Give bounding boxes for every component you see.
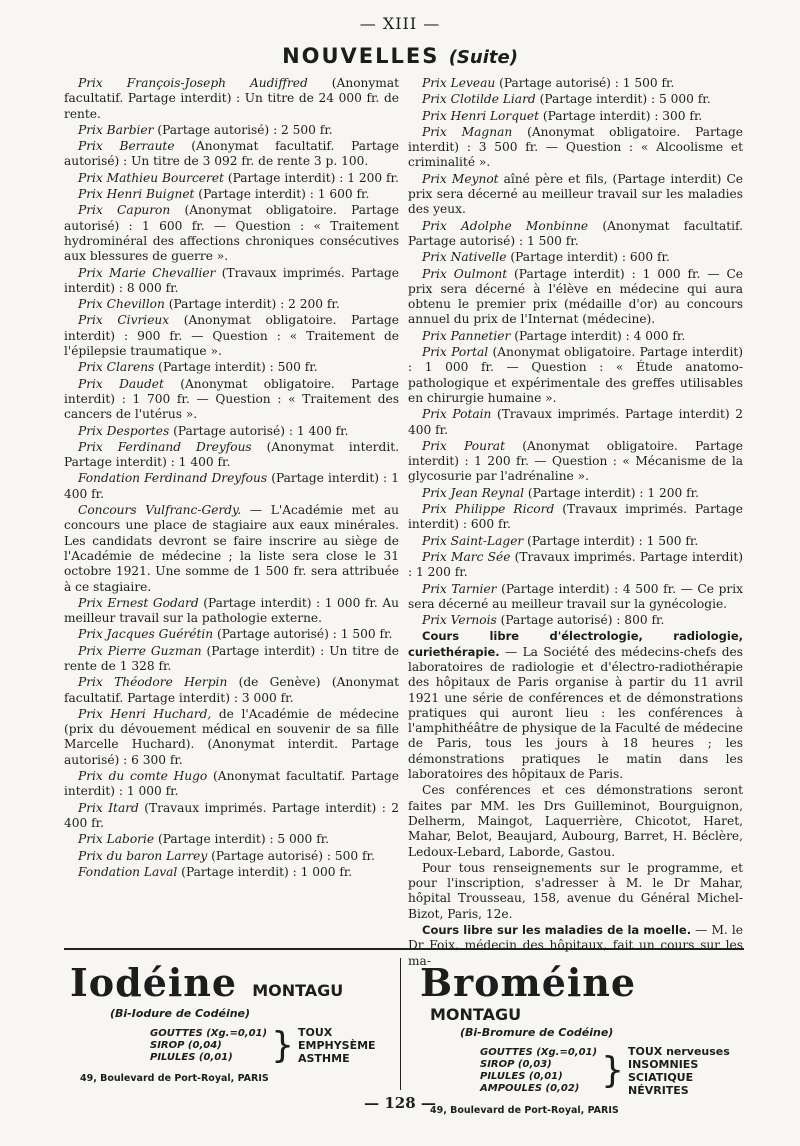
prize-name: Prix Meynot: [422, 171, 499, 186]
ad-bromeine-form: PILULES (0,01): [480, 1071, 563, 1082]
prize-details: de l'Académie de médecine (prix du dévouement médical en souvenir de sa fille Marcelle Huchard). (Anonymat interdit. Partage autorisé) : 6 300 fr.: [64, 706, 399, 767]
prize-name: Prix Mathieu Bourceret: [78, 170, 224, 185]
prize-entry: [64, 187, 399, 202]
prize-name: Prix Adolphe Monbinne: [422, 218, 589, 233]
prize-details: (Anonymat facultatif. Partage autorisé) : 1 500 fr.: [408, 218, 743, 248]
prize-entry: [64, 707, 399, 768]
prize-name: Prix Henri Buignet: [78, 187, 195, 202]
prize-name: Prix Jean Reynal: [422, 485, 525, 500]
prize-name: Prix Clarens: [78, 360, 155, 375]
prize-name: Prix Potain: [422, 407, 492, 422]
right-prize-list: [408, 76, 743, 628]
prize-entry: [64, 313, 399, 359]
prize-entry: [64, 424, 399, 439]
prize-entry: [408, 345, 743, 406]
prize-entry: [64, 266, 399, 297]
prize-entry: [408, 486, 743, 501]
ad-iodeine-maker: MONTAGU: [252, 981, 344, 1000]
prize-entry: [64, 865, 399, 880]
ad-bromeine-brand: Broméine: [420, 960, 637, 1005]
prize-entry: [64, 471, 399, 502]
prize-name: Prix du baron Larrey: [78, 848, 208, 863]
prize-details: (Partage interdit) : 1 400 fr.: [64, 471, 399, 501]
prize-entry: [64, 832, 399, 847]
prize-details: (Anonymat obligatoire. Partage interdit) : 1 200 fr. — Question : « Mécanisme de la glycosurie par l'adrénaline ».: [408, 438, 743, 484]
prize-details: (Travaux imprimés. Partage interdit) : 1 200 fr.: [408, 549, 743, 580]
prize-entry: [408, 250, 743, 265]
right-column: [408, 76, 743, 970]
prize-entry: [64, 76, 399, 122]
prize-name: Prix Desportes: [78, 423, 170, 438]
ad-iodeine-form: PILULES (0,01): [150, 1051, 233, 1063]
prize-details: (Partage interdit) : 300 fr.: [538, 108, 703, 123]
prize-entry: [408, 502, 743, 533]
prize-details: (de Genève) (Anonymat facultatif. Partage interdit) : 3 000 fr.: [64, 675, 400, 705]
prize-entry: [408, 582, 743, 613]
cours-electro-heading: Cours libre d'électrologie, radiologie, curiethérapie.: [408, 629, 743, 659]
prize-details: — L'Académie met au concours une place de stagiaire aux eaux minérales. Les candidats devront se faire inscrire au siège de l'Académie de médecine ; la liste sera close le 31 octobre 1921. Une somme de 1 500 fr. sera attribuée à ce stagiaire.: [64, 503, 400, 594]
prize-details: (Travaux imprimés. Partage interdit) : 2 400 fr.: [64, 800, 399, 830]
prize-entry: [408, 534, 743, 549]
prize-entry: [408, 172, 743, 218]
prize-name: Prix Oulmont: [422, 266, 508, 281]
prize-details: aîné père et fils, (Partage interdit) Ce prix sera décerné au meilleur travail sur les maladies des yeux.: [408, 171, 743, 217]
prize-name: Prix Jacques Guérétin: [78, 627, 214, 642]
prize-entry: [64, 440, 399, 471]
title-text: NOUVELLES: [282, 44, 440, 68]
prize-entry: [408, 76, 743, 91]
prize-details: (Anonymat facultatif. Partage interdit) : 1 000 fr.: [64, 769, 399, 799]
prize-details: (Anonymat obligatoire. Partage interdit) : 3 500 fr. — Question : « Alcoolisme et criminalité ».: [408, 124, 743, 170]
prize-name: Prix Laborie: [78, 832, 155, 847]
prize-name: Prix Civrieux: [78, 313, 170, 328]
prize-details: (Anonymat obligatoire. Partage interdit) : 900 fr. — Question : « Traitement de l'épilepsie traumatique ».: [64, 313, 399, 359]
ad-bromeine-form: AMPOULES (0,02): [480, 1083, 580, 1094]
ad-divider-rule: [400, 958, 401, 1090]
ad-bromeine-uses: [628, 1045, 730, 1097]
prize-details: (Travaux imprimés. Partage interdit) : 8 000 fr.: [64, 265, 399, 295]
prize-entry: [64, 503, 399, 595]
prize-details: (Anonymat facultatif. Partage interdit) : Un titre de 24 000 fr. de rente.: [64, 76, 399, 121]
prize-name: Fondation Laval: [78, 864, 178, 879]
prize-entry: [64, 801, 399, 832]
cours-electro-contact: Pour tous renseignements sur le programme, et pour l'inscription, s'adresser à M. le Dr Mahar, hôpital Trousseau, 158, avenue du Général Michel-Bizot, Paris, 12e.: [408, 860, 743, 921]
prize-name: Prix Philippe Ricord: [422, 502, 555, 517]
prize-entry: [408, 613, 743, 628]
prize-name: Prix du comte Hugo: [78, 769, 208, 784]
prize-details: (Partage interdit) : 4 500 fr. — Ce prix sera décerné au meilleur travail sur la gynécologie.: [408, 581, 744, 611]
prize-entry: [408, 439, 743, 485]
prize-details: (Partage interdit) : 5 000 fr.: [154, 832, 330, 847]
ad-iodeine-use: ASTHME: [297, 1052, 350, 1065]
prize-details: (Partage interdit) : Un titre de rente de 1 328 fr.: [64, 643, 399, 673]
prize-name: Prix Magnan: [422, 124, 513, 139]
cours-electro-text: — La Société des médecins-chefs des laboratoires de radiologie et d'électro-radiothérapie des hôpitaux de Paris organise à partir du 11 avril 1921 une série de conférences et de démonstrations pratiques qui auront lieu : les conférences à l'amphithéâtre de physique de la Faculté de médecine de Paris, tous les jours à 18 heures ; les démonstrations pratiques le matin dans les laboratoires des hôpitaux de Paris.: [408, 644, 743, 782]
prize-details: (Partage autorisé) : 800 fr.: [496, 613, 665, 628]
prize-details: (Travaux imprimés. Partage interdit) 2 400 fr.: [408, 407, 743, 437]
prize-details: (Travaux imprimés. Partage interdit) : 600 fr.: [408, 502, 743, 532]
cours-electro-speakers: Ces conférences et ces démonstrations seront faites par MM. les Drs Guilleminot, Bourguignon, Delherm, Maingot, Laquerrière, Chicotot, Haret, Mahar, Belot, Beaujard, Aubourg, Barret, H. Béclère, Ledoux-Lebard, Laborde, Gastou.: [408, 783, 743, 859]
ad-bromeine: [420, 960, 740, 1116]
ad-bromeine-subtitle: (Bi-Bromure de Codéine): [460, 1026, 614, 1039]
prize-entry: [64, 297, 399, 312]
prize-name: Prix Tarnier: [422, 581, 497, 596]
ad-separator-rule: [64, 948, 744, 950]
prize-name: Prix Pourat: [422, 438, 505, 453]
ad-iodeine-brand: Iodéine: [70, 960, 238, 1005]
prize-name: Prix Henri Huchard,: [78, 706, 212, 721]
prize-name: Prix Capuron: [78, 203, 171, 218]
prize-name: Concours Vulfranc-Gerdy.: [78, 503, 242, 518]
prize-details: (Partage autorisé) : 1 400 fr.: [169, 423, 349, 438]
prize-details: (Partage interdit) : 1 000 fr. Au meilleur travail sur la pathologie externe.: [64, 595, 399, 626]
ad-bromeine-maker: MONTAGU: [430, 1005, 522, 1024]
ad-bromeine-forms: [480, 1047, 597, 1095]
prize-entry: [408, 219, 743, 250]
prize-name: Prix Chevillon: [78, 297, 165, 312]
prize-details: (Partage interdit) : 1 600 fr.: [194, 187, 370, 202]
prize-entry: [64, 644, 399, 675]
brace-icon: }: [601, 1050, 624, 1091]
prize-details: (Partage autorisé) : 500 fr.: [207, 848, 375, 863]
prize-name: Prix François-Joseph Audiffred: [78, 76, 308, 90]
page-roman-numeral: — XIII —: [359, 14, 441, 33]
prize-details: (Anonymat interdit. Partage interdit) : 1 400 fr.: [64, 439, 399, 470]
prize-name: Prix Marie Chevallier: [78, 265, 216, 280]
ad-bromeine-use: INSOMNIES: [627, 1058, 699, 1071]
prize-entry: [408, 92, 743, 107]
prize-details: (Partage interdit) : 2 200 fr.: [164, 297, 340, 312]
prize-details: (Partage interdit) : 5 000 fr.: [535, 92, 711, 107]
prize-name: Prix Berraute: [78, 139, 175, 154]
prize-details: (Anonymat facultatif. Partage autorisé) : Un titre de 3 092 fr. de rente 3 p. 100.: [64, 139, 399, 169]
prize-entry: [64, 769, 399, 800]
prize-entry: [64, 123, 399, 138]
prize-entry: [64, 627, 399, 642]
prize-entry: [408, 109, 743, 124]
prize-details: (Partage autorisé) : 1 500 fr.: [495, 76, 675, 90]
prize-details: (Partage interdit) : 600 fr.: [506, 250, 670, 265]
ad-bromeine-use: SCIATIQUE: [627, 1071, 694, 1084]
prize-name: Prix Portal: [422, 345, 489, 360]
prize-details: (Partage autorisé) : 1 500 fr.: [213, 627, 393, 642]
title-suffix: (Suite): [448, 47, 518, 68]
prize-name: Fondation Ferdinand Dreyfous: [78, 471, 268, 486]
prize-name: Prix Daudet: [78, 376, 164, 391]
prize-details: (Partage interdit) : 1 500 fr.: [523, 533, 699, 548]
ad-bromeine-address: 49, Boulevard de Port-Royal, PARIS: [430, 1105, 619, 1116]
page-number: — 128 —: [364, 1094, 436, 1112]
prize-details: (Anonymat obligatoire. Partage interdit) : 1 700 fr. — Question : « Traitement des cancers de l'utérus ».: [64, 376, 399, 422]
ad-iodeine-forms: [150, 1028, 267, 1064]
prize-details: (Partage interdit) : 1 000 fr. — Ce prix sera décerné à l'élève en médecine qui aura obtenu le premier prix (médaille d'or) au concours annuel du prix de l'Internat (médecine).: [408, 266, 743, 327]
prize-name: Prix Pierre Guzman: [78, 643, 202, 658]
prize-name: Prix Clotilde Liard: [422, 92, 536, 107]
prize-entry: [408, 550, 743, 581]
prize-entry: [64, 360, 399, 375]
prize-name: Prix Leveau: [422, 76, 496, 90]
prize-details: (Anonymat obligatoire. Partage autorisé) : 1 600 fr. — Question : « Traitement hydrominéral des affections chroniques consécutives aux blessures de guerre ».: [64, 203, 399, 264]
ad-iodeine-subtitle: (Bi-Iodure de Codéine): [110, 1007, 251, 1020]
ad-iodeine-form: SIROP (0,04): [150, 1039, 222, 1051]
prize-details: (Partage interdit) : 500 fr.: [154, 360, 318, 375]
prize-entry: [64, 139, 399, 170]
prize-name: Prix Barbier: [78, 122, 154, 137]
ad-bromeine-form: SIROP (0,03): [480, 1059, 552, 1070]
prize-name: Prix Théodore Herpin: [78, 675, 228, 690]
prize-details: (Partage interdit) : 4 000 fr.: [510, 328, 686, 343]
ad-iodeine-use: TOUX: [297, 1026, 333, 1039]
prize-name: Prix Nativelle: [422, 250, 507, 265]
prize-entry: [408, 407, 743, 438]
prize-name: Prix Saint-Lager: [422, 533, 524, 548]
prize-name: Prix Henri Lorquet: [422, 108, 539, 123]
cours-electro-paragraph: [408, 629, 743, 782]
prize-entry: [408, 329, 743, 344]
prize-entry: [64, 849, 399, 864]
prize-name: Prix Vernois: [422, 613, 497, 628]
cours-moelle-heading: Cours libre sur les maladies de la moelle.: [422, 923, 692, 938]
prize-name: Prix Ferdinand Dreyfous: [78, 439, 252, 454]
left-column: [64, 76, 399, 881]
prize-details: (Partage interdit) : 1 200 fr.: [223, 170, 399, 185]
brace-icon: }: [271, 1024, 294, 1066]
ad-iodeine-address: 49, Boulevard de Port-Royal, PARIS: [80, 1073, 269, 1084]
prize-entry: [64, 596, 399, 627]
ad-iodeine-uses: [298, 1026, 376, 1065]
ad-bromeine-use: TOUX nerveuses: [627, 1045, 730, 1058]
prize-entry: [64, 203, 399, 264]
prize-entry: [408, 125, 743, 171]
prize-entry: [408, 267, 743, 328]
prize-details: (Anonymat obligatoire. Partage interdit) : 1 000 fr. — Question : « Étude anatomo-pathologique et expérimentale des greffes utilisables en chirurgie humaine ».: [408, 345, 743, 405]
prize-entry: [64, 377, 399, 423]
cours-moelle-text: — M. le Dr Foix, médecin des hôpitaux, fait un cours sur les ma-: [408, 923, 743, 968]
ad-bromeine-use: NÉVRITES: [627, 1084, 689, 1097]
prize-details: (Partage interdit) : 1 000 fr.: [177, 864, 353, 879]
prize-entry: [64, 675, 399, 706]
prize-details: (Partage interdit) : 1 200 fr.: [524, 485, 699, 500]
ad-iodeine: [70, 960, 390, 1084]
prize-details: (Partage autorisé) : 2 500 fr.: [153, 122, 333, 137]
ad-bromeine-form: GOUTTES (Xg.=0,01): [480, 1047, 598, 1058]
ad-iodeine-form: GOUTTES (Xg.=0,01): [150, 1027, 268, 1039]
prize-name: Prix Ernest Godard: [78, 595, 199, 610]
ad-iodeine-use: EMPHYSÈME: [297, 1039, 376, 1052]
prize-entry: [64, 171, 399, 186]
page-title: [0, 44, 800, 68]
prize-name: Prix Marc Sée: [422, 549, 511, 564]
prize-name: Prix Itard: [78, 800, 139, 815]
prize-name: Prix Pannetier: [422, 328, 511, 343]
